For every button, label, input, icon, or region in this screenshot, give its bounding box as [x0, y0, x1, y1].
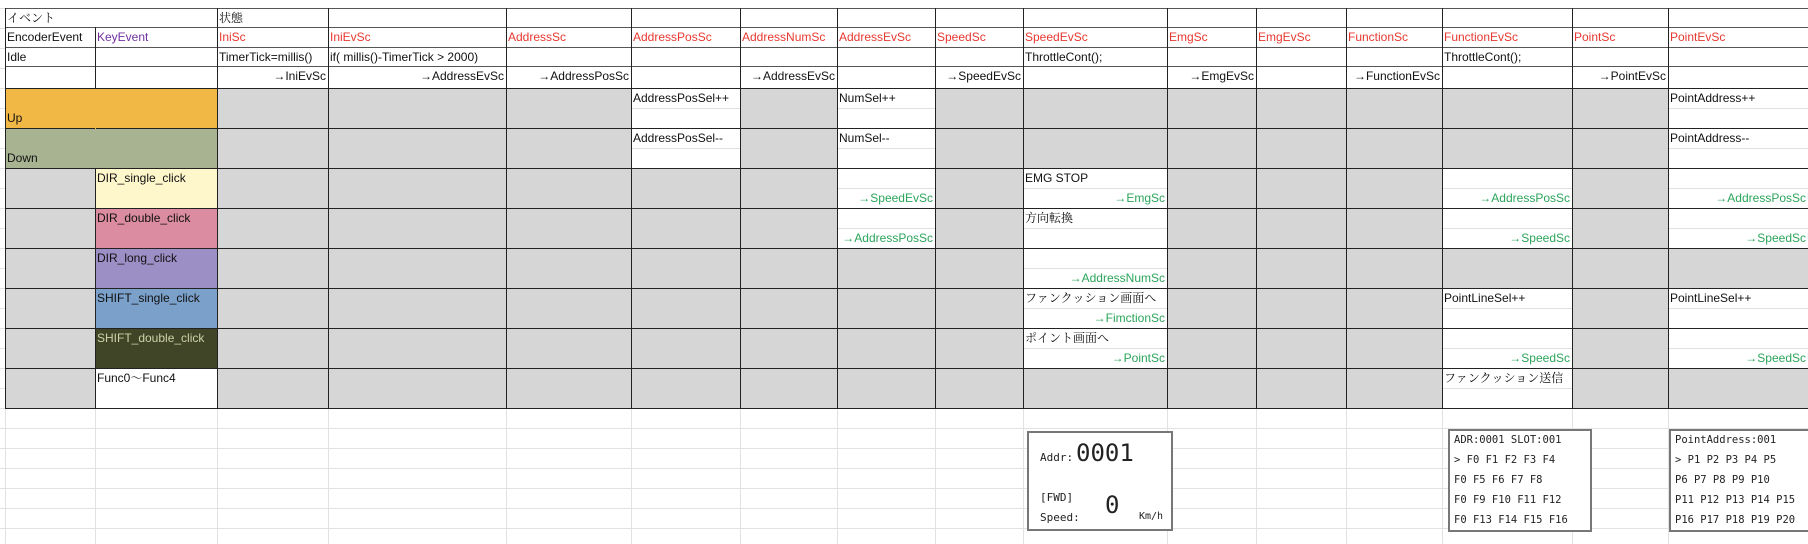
state-cell-func0〜func4-7[interactable]: [1023, 368, 1167, 408]
state-cell-down-12[interactable]: [1572, 128, 1668, 168]
state-cell-shift_single_click-0[interactable]: [217, 288, 328, 328]
state-cell-dir_long_click-2[interactable]: [506, 248, 631, 288]
state-cell-func0〜func4-13[interactable]: [1668, 368, 1808, 408]
state-cell-dir_long_click-3[interactable]: [631, 248, 740, 288]
state-cell-func0〜func4-9[interactable]: [1256, 368, 1346, 408]
state-cell-dir_double_click-6[interactable]: [935, 208, 1023, 248]
encoder-empty-cell: [5, 368, 95, 408]
lcd-point-line: PointAddress:001: [1675, 434, 1777, 446]
state-cell-dir_double_click-3[interactable]: [631, 208, 740, 248]
state-cell-shift_double_click-0[interactable]: [217, 328, 328, 368]
state-cell-shift_single_click-6[interactable]: [935, 288, 1023, 328]
lcd-function-line: F0 F5 F6 F7 F8: [1454, 474, 1543, 486]
idle-transition[interactable]: →FunctionEvSc: [1353, 69, 1440, 83]
column-header-inisc[interactable]: IniSc: [219, 30, 246, 44]
table-border-v: [217, 8, 218, 408]
table-border-h: [5, 128, 1808, 129]
state-cell-dir_long_click-9[interactable]: [1256, 248, 1346, 288]
cell-midline: [1442, 388, 1572, 389]
cell-transition[interactable]: →PointSc: [1111, 351, 1165, 365]
encoder-empty-cell: [5, 168, 95, 208]
state-cell-dir_double_click-12[interactable]: [1572, 208, 1668, 248]
state-cell-dir_single_click-12[interactable]: [1572, 168, 1668, 208]
lcd-direction: [FWD]: [1040, 491, 1074, 504]
state-cell-dir_single_click-1[interactable]: [328, 168, 506, 208]
state-header[interactable]: 状態: [219, 11, 244, 25]
lcd-function-line: ADR:0001 SLOT:001: [1454, 434, 1562, 446]
column-header-addressevsc[interactable]: AddressEvSc: [839, 30, 912, 44]
state-cell-func0〜func4-0[interactable]: [217, 368, 328, 408]
state-cell-dir_double_click-2[interactable]: [506, 208, 631, 248]
encoder-empty-cell: [5, 248, 95, 288]
cell-midline: [631, 108, 740, 109]
column-header-addresspossc[interactable]: AddressPosSc: [633, 30, 712, 44]
event-label-func0〜func4[interactable]: Func0〜Func4: [97, 371, 176, 385]
table-border-h: [5, 248, 1808, 249]
state-cell-dir_double_click-1[interactable]: [328, 208, 506, 248]
event-label-shift_single_click[interactable]: SHIFT_single_click: [97, 291, 200, 305]
state-cell-up-10[interactable]: [1346, 88, 1442, 128]
state-cell-dir_single_click-6[interactable]: [935, 168, 1023, 208]
table-border-v: [95, 27, 96, 408]
state-cell-func0〜func4-3[interactable]: [631, 368, 740, 408]
idle-action[interactable]: ThrottleCont();: [1025, 50, 1103, 64]
idle-transition[interactable]: →AddressEvSc: [419, 69, 504, 83]
encoder-empty-cell: [5, 328, 95, 368]
column-header-functionevsc[interactable]: FunctionEvSc: [1444, 30, 1519, 44]
state-cell-up-8[interactable]: [1167, 88, 1256, 128]
lcd-point-line: P6 P7 P8 P9 P10: [1675, 474, 1770, 486]
cell-action[interactable]: NumSel++: [839, 91, 896, 105]
cell-action[interactable]: ファンクッション画面へ: [1025, 291, 1157, 305]
table-border-h: [5, 368, 1808, 369]
state-cell-dir_single_click-2[interactable]: [506, 168, 631, 208]
table-border-v: [1572, 8, 1573, 408]
state-cell-shift_double_click-2[interactable]: [506, 328, 631, 368]
state-cell-dir_double_click-4[interactable]: [740, 208, 837, 248]
idle-action[interactable]: if( millis()-TimerTick > 2000): [330, 50, 479, 64]
table-border-h: [5, 66, 1808, 67]
idle-transition[interactable]: →PointEvSc: [1598, 69, 1666, 83]
table-border-h: [5, 328, 1808, 329]
cell-midline: [1668, 308, 1808, 309]
state-cell-dir_double_click-9[interactable]: [1256, 208, 1346, 248]
table-border-h: [5, 288, 1808, 289]
cell-midline: [1023, 228, 1167, 229]
table-border-h: [5, 27, 1808, 28]
enc-merge-cover2: [95, 129, 96, 168]
column-header-pointsc[interactable]: PointSc: [1574, 30, 1616, 44]
lcd-point-line: P16 P17 P18 P19 P20: [1675, 514, 1796, 526]
state-cell-shift_single_click-4[interactable]: [740, 288, 837, 328]
state-cell-func0〜func4-2[interactable]: [506, 368, 631, 408]
state-cell-dir_double_click-0[interactable]: [217, 208, 328, 248]
table-border-v: [328, 8, 329, 408]
lcd-point-line: > P1 P2 P3 P4 P5: [1675, 454, 1777, 466]
idle-action[interactable]: ThrottleCont();: [1444, 50, 1522, 64]
idle-transition[interactable]: →IniEvSc: [273, 69, 326, 83]
table-border-v: [5, 8, 6, 408]
state-cell-dir_long_click-10[interactable]: [1346, 248, 1442, 288]
table-border-v: [1023, 8, 1024, 408]
column-header-keyevent[interactable]: KeyEvent: [97, 30, 149, 44]
state-cell-down-7[interactable]: [1023, 128, 1167, 168]
table-border-h: [5, 168, 1808, 169]
state-cell-dir_long_click-6[interactable]: [935, 248, 1023, 288]
state-cell-down-0[interactable]: [217, 128, 328, 168]
lcd-function-line: F0 F9 F10 F11 F12: [1454, 494, 1562, 506]
table-border-h: [5, 47, 1808, 48]
state-cell-up-1[interactable]: [328, 88, 506, 128]
state-cell-shift_single_click-9[interactable]: [1256, 288, 1346, 328]
cell-transition[interactable]: →AddressPosSc: [1715, 191, 1806, 205]
table-border-h: [5, 208, 1808, 209]
point-lcd-display: [1669, 429, 1808, 532]
state-cell-func0〜func4-1[interactable]: [328, 368, 506, 408]
event-label-dir_double_click[interactable]: DIR_double_click: [97, 211, 191, 225]
cell-midline: [837, 108, 935, 109]
state-cell-down-1[interactable]: [328, 128, 506, 168]
table-border-v: [740, 8, 741, 408]
table-border-v: [837, 8, 838, 408]
state-cell-dir_single_click-10[interactable]: [1346, 168, 1442, 208]
table-border-h: [5, 8, 1808, 9]
idle-transition[interactable]: →EmgEvSc: [1189, 69, 1254, 83]
state-cell-func0〜func4-6[interactable]: [935, 368, 1023, 408]
state-cell-up-9[interactable]: [1256, 88, 1346, 128]
event-label-dir_single_click[interactable]: DIR_single_click: [97, 171, 186, 185]
idle-transition[interactable]: →AddressEvSc: [750, 69, 835, 83]
cell-midline: [631, 148, 740, 149]
state-cell-shift_double_click-1[interactable]: [328, 328, 506, 368]
column-header-speedevsc[interactable]: SpeedEvSc: [1025, 30, 1088, 44]
cell-action[interactable]: PointAddress++: [1670, 91, 1756, 105]
state-cell-shift_single_click-5[interactable]: [837, 288, 935, 328]
state-cell-up-11[interactable]: [1442, 88, 1572, 128]
column-header-speedsc[interactable]: SpeedSc: [937, 30, 986, 44]
state-cell-dir_long_click-4[interactable]: [740, 248, 837, 288]
encoder-empty-cell: [5, 288, 95, 328]
cell-transition[interactable]: →SpeedSc: [1509, 351, 1570, 365]
lcd-addr-label: Addr:: [1040, 451, 1074, 464]
table-border-v: [506, 8, 507, 408]
table-border-v: [1346, 8, 1347, 408]
cell-transition[interactable]: →AddressNumSc: [1069, 271, 1165, 285]
state-cell-down-10[interactable]: [1346, 128, 1442, 168]
cell-midline: [837, 148, 935, 149]
state-cell-up-7[interactable]: [1023, 88, 1167, 128]
state-cell-dir_single_click-0[interactable]: [217, 168, 328, 208]
cell-transition[interactable]: →SpeedSc: [1745, 351, 1806, 365]
state-cell-dir_long_click-13[interactable]: [1668, 248, 1808, 288]
state-cell-shift_double_click-6[interactable]: [935, 328, 1023, 368]
lcd-speed-value: 0: [1105, 491, 1120, 519]
state-cell-down-11[interactable]: [1442, 128, 1572, 168]
table-border-v: [935, 8, 936, 408]
encoder-empty-cell: [5, 208, 95, 248]
cell-action[interactable]: PointLineSel++: [1670, 291, 1752, 305]
idle-label[interactable]: Idle: [7, 50, 27, 64]
event-label-down[interactable]: Down: [7, 151, 38, 165]
state-cell-dir_single_click-9[interactable]: [1256, 168, 1346, 208]
state-cell-down-8[interactable]: [1167, 128, 1256, 168]
table-border-v: [1167, 8, 1168, 408]
column-header-emgevsc[interactable]: EmgEvSc: [1258, 30, 1311, 44]
lcd-point-line: P11 P12 P13 P14 P15: [1675, 494, 1796, 506]
lcd-speed-label: Speed:: [1040, 511, 1080, 524]
cell-transition[interactable]: →AddressPosSc: [842, 231, 933, 245]
column-header-emgsc[interactable]: EmgSc: [1169, 30, 1208, 44]
table-border-h: [5, 88, 1808, 89]
cell-transition[interactable]: →EmgSc: [1114, 191, 1165, 205]
idle-transition[interactable]: →SpeedEvSc: [946, 69, 1021, 83]
column-header-functionsc[interactable]: FunctionSc: [1348, 30, 1409, 44]
lcd-function-line: F0 F13 F14 F15 F16: [1454, 514, 1568, 526]
speed-lcd-display: [1027, 431, 1173, 531]
state-cell-func0〜func4-10[interactable]: [1346, 368, 1442, 408]
event-label-shift_double_click[interactable]: SHIFT_double_click: [97, 331, 205, 345]
lcd-addr-value: 0001: [1076, 439, 1134, 467]
cell-transition[interactable]: →SpeedSc: [1745, 231, 1806, 245]
state-cell-shift_single_click-1[interactable]: [328, 288, 506, 328]
cell-transition[interactable]: →FimctionSc: [1093, 311, 1165, 325]
cell-action[interactable]: PointLineSel++: [1444, 291, 1526, 305]
column-header-addressnumsc[interactable]: AddressNumSc: [742, 30, 826, 44]
state-cell-shift_double_click-3[interactable]: [631, 328, 740, 368]
state-cell-dir_long_click-12[interactable]: [1572, 248, 1668, 288]
function-lcd-display: [1448, 429, 1592, 532]
cell-action[interactable]: EMG STOP: [1025, 171, 1089, 185]
table-border-v: [1442, 8, 1443, 408]
cell-action[interactable]: AddressPosSel--: [633, 131, 724, 145]
cell-transition[interactable]: →AddressPosSc: [1479, 191, 1570, 205]
cell-action[interactable]: NumSel--: [839, 131, 890, 145]
state-cell-dir_single_click-3[interactable]: [631, 168, 740, 208]
state-cell-dir_long_click-0[interactable]: [217, 248, 328, 288]
cell-transition[interactable]: →SpeedSc: [1509, 231, 1570, 245]
cell-action[interactable]: PointAddress--: [1670, 131, 1750, 145]
cell-action[interactable]: 方向転換: [1025, 211, 1074, 225]
lcd-function-line: > F0 F1 F2 F3 F4: [1454, 454, 1556, 466]
cell-midline: [1668, 108, 1808, 109]
idle-action[interactable]: TimerTick=millis(): [219, 50, 313, 64]
state-cell-dir_double_click-10[interactable]: [1346, 208, 1442, 248]
cell-action[interactable]: AddressPosSel++: [633, 91, 730, 105]
state-cell-func0〜func4-5[interactable]: [837, 368, 935, 408]
state-cell-shift_double_click-9[interactable]: [1256, 328, 1346, 368]
event-label-up[interactable]: Up: [7, 111, 23, 125]
state-cell-shift_single_click-2[interactable]: [506, 288, 631, 328]
state-cell-func0〜func4-8[interactable]: [1167, 368, 1256, 408]
event-header[interactable]: イベント: [7, 11, 56, 25]
column-header-inievsc[interactable]: IniEvSc: [330, 30, 371, 44]
state-cell-down-9[interactable]: [1256, 128, 1346, 168]
state-cell-down-2[interactable]: [506, 128, 631, 168]
table-border-v: [1668, 8, 1669, 408]
column-header-encoderevent[interactable]: EncoderEvent: [7, 30, 83, 44]
state-cell-shift_double_click-10[interactable]: [1346, 328, 1442, 368]
state-cell-up-12[interactable]: [1572, 88, 1668, 128]
cell-action[interactable]: ポイント画面へ: [1025, 331, 1110, 345]
state-cell-dir_long_click-8[interactable]: [1167, 248, 1256, 288]
cell-midline: [1442, 308, 1572, 309]
idle-transition[interactable]: →AddressPosSc: [538, 69, 629, 83]
cell-action[interactable]: ファンクッション送信: [1444, 371, 1564, 385]
state-cell-shift_single_click-10[interactable]: [1346, 288, 1442, 328]
state-cell-func0〜func4-4[interactable]: [740, 368, 837, 408]
state-cell-shift_double_click-12[interactable]: [1572, 328, 1668, 368]
state-cell-dir_long_click-11[interactable]: [1442, 248, 1572, 288]
lcd-speed-unit: Km/h: [1139, 511, 1164, 522]
state-cell-up-0[interactable]: [217, 88, 328, 128]
state-cell-shift_single_click-3[interactable]: [631, 288, 740, 328]
state-cell-dir_single_click-4[interactable]: [740, 168, 837, 208]
column-header-pointevsc[interactable]: PointEvSc: [1670, 30, 1726, 44]
event-label-dir_long_click[interactable]: DIR_long_click: [97, 251, 178, 265]
state-cell-shift_double_click-4[interactable]: [740, 328, 837, 368]
table-border-v: [631, 8, 632, 408]
table-border-v: [1256, 8, 1257, 408]
state-cell-shift_double_click-5[interactable]: [837, 328, 935, 368]
cell-transition[interactable]: →SpeedEvSc: [858, 191, 933, 205]
state-cell-up-2[interactable]: [506, 88, 631, 128]
cell-midline: [1668, 148, 1808, 149]
table-border-h: [5, 408, 1808, 409]
state-cell-dir_long_click-5[interactable]: [837, 248, 935, 288]
column-header-addresssc[interactable]: AddressSc: [508, 30, 567, 44]
state-cell-dir_long_click-1[interactable]: [328, 248, 506, 288]
